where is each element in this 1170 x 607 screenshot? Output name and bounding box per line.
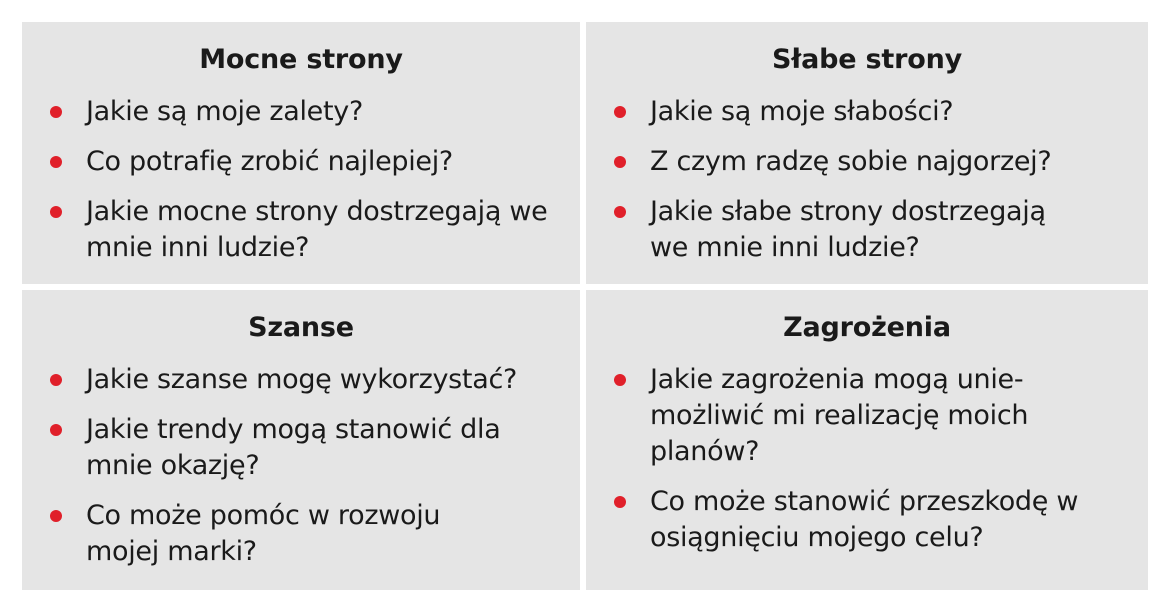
bullet-icon: [614, 156, 626, 168]
weaknesses-quadrant: [586, 22, 1148, 284]
strengths-list: [86, 94, 570, 280]
list-item: [86, 144, 570, 180]
list-item-text: Co potrafię zrobić najlepiej?: [86, 146, 453, 177]
bullet-icon: [50, 424, 62, 436]
list-item: [650, 194, 1090, 266]
bullet-icon: [50, 156, 62, 168]
list-item: [650, 362, 1070, 470]
list-item-text: Jakie są moje zalety?: [86, 96, 363, 127]
threats-quadrant: [586, 290, 1148, 590]
bullet-icon: [50, 206, 62, 218]
list-item: [650, 484, 1130, 556]
list-item-text: Jakie trendy mogą stanowić dla mnie okazję?: [86, 414, 501, 481]
bullet-icon: [614, 206, 626, 218]
weaknesses-list: [650, 94, 1138, 280]
list-item-text: Co może pomóc w rozwoju mojej marki?: [86, 500, 441, 567]
bullet-icon: [614, 106, 626, 118]
list-item: [86, 194, 556, 266]
strengths-title: Mocne strony: [199, 44, 403, 75]
swot-grid: [22, 22, 1148, 590]
bullet-icon: [50, 106, 62, 118]
list-item: [86, 362, 570, 398]
list-item: [86, 498, 506, 570]
weaknesses-title: Słabe strony: [772, 44, 962, 75]
list-item-text: Jakie są moje słabości?: [650, 96, 954, 127]
threats-list: [650, 362, 1138, 570]
list-item-text: Jakie słabe strony dostrzegają we mnie inni ludzie?: [650, 196, 1046, 263]
bullet-icon: [614, 374, 626, 386]
threats-title: Zagrożenia: [783, 312, 951, 343]
list-item-text: Jakie szanse mogę wykorzystać?: [86, 364, 518, 395]
list-item: [650, 94, 1138, 130]
opportunities-quadrant: [22, 290, 580, 590]
strengths-quadrant: [22, 22, 580, 284]
opportunities-title: Szanse: [248, 312, 354, 343]
list-item-text: Z czym radzę sobie najgorzej?: [650, 146, 1052, 177]
bullet-icon: [50, 374, 62, 386]
opportunities-list: [86, 362, 570, 584]
list-item: [86, 94, 570, 130]
list-item: [86, 412, 546, 484]
bullet-icon: [614, 496, 626, 508]
list-item-text: Jakie zagrożenia mogą unie-możliwić mi realizację moich planów?: [650, 364, 1029, 467]
list-item: [650, 144, 1138, 180]
list-item-text: Jakie mocne strony dostrzegają we mnie inni ludzie?: [86, 196, 548, 263]
list-item-text: Co może stanowić przeszkodę w osiągnięciu mojego celu?: [650, 486, 1079, 553]
bullet-icon: [50, 510, 62, 522]
